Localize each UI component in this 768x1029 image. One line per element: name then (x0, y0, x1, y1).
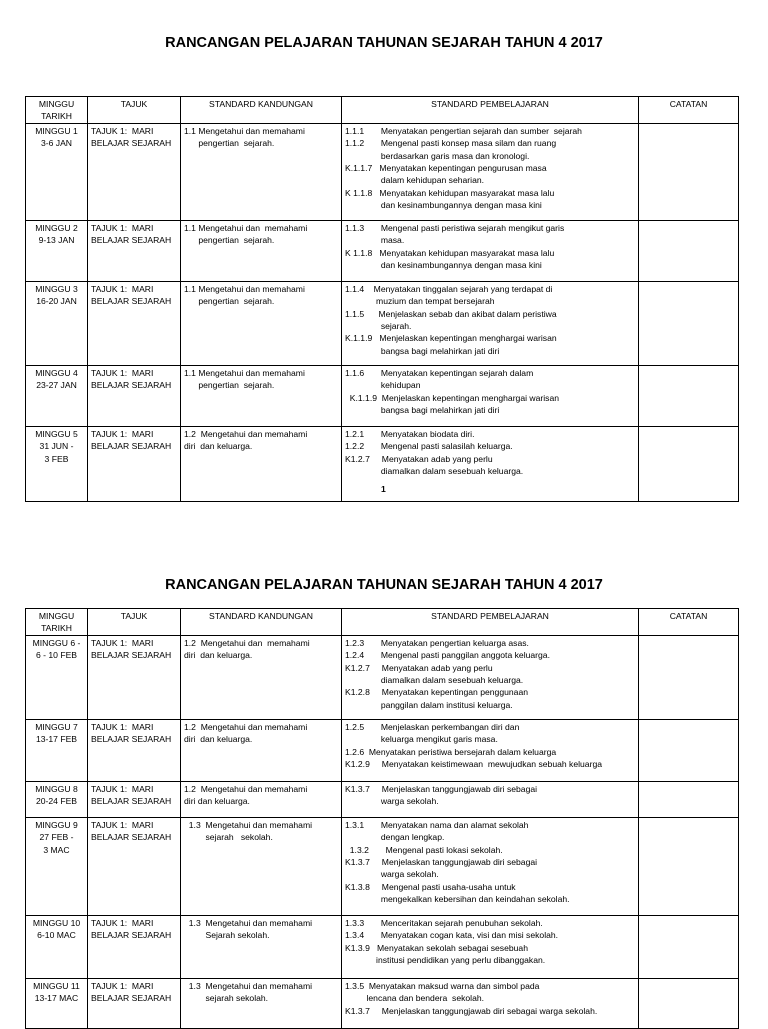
cell-text: TAJUK 1: MARI BELAJAR SEJARAH (91, 783, 172, 807)
header-label: MINGGU TARIKH (38, 611, 75, 634)
header-tajuk (88, 97, 181, 124)
catatan-cell (639, 978, 739, 1028)
minggu-cell (26, 220, 88, 281)
standard-kandungan-cell (181, 817, 342, 915)
minggu-cell (26, 978, 88, 1028)
table-row (26, 817, 739, 915)
cell-text: 1.2 Mengetahui dan memahami diri dan keluarga. (184, 428, 308, 452)
header-label: TAJUK (120, 611, 148, 621)
catatan-cell (639, 817, 739, 915)
catatan-cell (639, 781, 739, 817)
standard-kandungan-cell (181, 915, 342, 978)
cell-text: TAJUK 1: MARI BELAJAR SEJARAH (91, 980, 172, 1004)
cell-text: TAJUK 1: MARI BELAJAR SEJARAH (91, 428, 172, 452)
standard-pembelajaran-cell (342, 365, 639, 426)
page-title: RANCANGAN PELAJARAN TAHUNAN SEJARAH TAHUN 4 2017 (165, 35, 603, 51)
catatan-cell (639, 635, 739, 719)
table-row (26, 719, 739, 781)
header-catatan (639, 609, 739, 636)
tajuk-cell (88, 781, 181, 817)
standard-kandungan-cell (181, 426, 342, 501)
cell-text: TAJUK 1: MARI BELAJAR SEJARAH (91, 819, 172, 843)
header-label: MINGGU TARIKH (38, 99, 75, 122)
standard-kandungan-cell (181, 978, 342, 1028)
cell-text: TAJUK 1: MARI BELAJAR SEJARAH (91, 125, 172, 149)
cell-text: MINGGU 6 - 6 - 10 FEB (32, 637, 81, 661)
cell-text: 1.3 Mengetahui dan memahami sejarah sekolah. (188, 980, 313, 1004)
lesson-plan-table (25, 96, 739, 502)
standard-kandungan-cell (181, 123, 342, 220)
cell-text: 1.1 Mengetahui dan memahami pengertian sejarah. (184, 283, 305, 307)
header-minggu-tarikh (26, 97, 88, 124)
tajuk-cell (88, 365, 181, 426)
standard-kandungan-cell (181, 220, 342, 281)
table-row (26, 365, 739, 426)
cell-text: 1.1.3 Mengenal pasti peristiwa sejarah mengikut garis masa. K 1.1.8 Menyatakan kehidupan masyarakat masa lalu dan kesinambungannya dengan masa kini (345, 222, 565, 271)
header-standard-kandungan (181, 609, 342, 636)
standard-pembelajaran-cell (342, 635, 639, 719)
tajuk-cell (88, 220, 181, 281)
catatan-cell (639, 426, 739, 501)
cell-text: K1.3.7 Menjelaskan tanggungjawab diri sebagai warga sekolah. (345, 783, 538, 807)
cell-text: 1.1 Mengetahui dan memahami pengertian sejarah. (184, 367, 305, 391)
cell-text: TAJUK 1: MARI BELAJAR SEJARAH (91, 367, 172, 391)
header-label: STANDARD KANDUNGAN (209, 99, 313, 109)
header-standard-pembelajaran (342, 609, 639, 636)
catatan-cell (639, 281, 739, 365)
page-number: 1 (381, 484, 386, 495)
cell-text: 1.1 Mengetahui dan memahami pengertian sejarah. (184, 125, 305, 149)
header-standard-pembelajaran (342, 97, 639, 124)
standard-pembelajaran-cell (342, 426, 639, 501)
table-row (26, 426, 739, 501)
cell-text: MINGGU 7 13-17 FEB (35, 721, 78, 745)
tajuk-cell (88, 281, 181, 365)
tajuk-cell (88, 817, 181, 915)
standard-kandungan-cell (181, 719, 342, 781)
table-row (26, 978, 739, 1028)
minggu-cell (26, 817, 88, 915)
header-label: STANDARD KANDUNGAN (209, 611, 313, 621)
standard-pembelajaran-cell (342, 123, 639, 220)
header-label: STANDARD PEMBELAJARAN (431, 611, 549, 621)
tajuk-cell (88, 426, 181, 501)
standard-kandungan-cell (181, 635, 342, 719)
standard-pembelajaran-cell (342, 817, 639, 915)
tajuk-cell (88, 719, 181, 781)
standard-pembelajaran-cell (342, 915, 639, 978)
standard-kandungan-cell (181, 281, 342, 365)
header-label: TAJUK (120, 99, 148, 109)
cell-text: 1.2 Mengetahui dan memahami diri dan keluarga. (184, 637, 310, 661)
header-standard-kandungan (181, 97, 342, 124)
table-row (26, 123, 739, 220)
table-row (26, 281, 739, 365)
minggu-cell (26, 635, 88, 719)
cell-text: 1.3 Mengetahui dan memahami Sejarah sekolah. (188, 917, 313, 941)
table-header-row (26, 609, 739, 636)
table-row (26, 915, 739, 978)
cell-text: 1.3 Mengetahui dan memahami sejarah sekolah. (188, 819, 313, 843)
minggu-cell (26, 781, 88, 817)
page-title: RANCANGAN PELAJARAN TAHUNAN SEJARAH TAHUN 4 2017 (165, 577, 603, 593)
cell-text: 1.2 Mengetahui dan memahami diri dan keluarga. (184, 721, 308, 745)
minggu-cell (26, 281, 88, 365)
catatan-cell (639, 365, 739, 426)
standard-pembelajaran-cell (342, 220, 639, 281)
cell-text: 1.1 Mengetahui dan memahami pengertian sejarah. (184, 222, 308, 246)
header-label: CATATAN (669, 611, 708, 621)
tajuk-cell (88, 123, 181, 220)
cell-text: 1.3.1 Menyatakan nama dan alamat sekolah dengan lengkap. 1.3.2 Mengenal pasti lokasi sekolah. K1.3.7 Menjelaskan tanggungjawab diri sebagai warga sekolah. K1.3.8 Mengenal pasti usaha-usaha untuk mengekalkan kebersihan dan keindahan sekolah. (345, 819, 570, 905)
header-label: CATATAN (669, 99, 708, 109)
tajuk-cell (88, 915, 181, 978)
cell-text: MINGGU 10 6-10 MAC (32, 917, 81, 941)
cell-text: 1.3.5 Menyatakan maksud warna dan simbol pada lencana dan bendera sekolah. K1.3.7 Menjelaskan tanggungjawab diri sebagai warga sekolah. (345, 980, 598, 1016)
cell-text: MINGGU 11 13-17 MAC (33, 980, 80, 1004)
tajuk-cell (88, 635, 181, 719)
tajuk-cell (88, 978, 181, 1028)
cell-text: MINGGU 8 20-24 FEB (35, 783, 78, 807)
cell-text: 1.2.3 Menyatakan pengertian keluarga asas. 1.2.4 Mengenal pasti panggilan anggota keluarga. K1.2.7 Menyatakan adab yang perlu diamalkan dalam sesebuah keluarga. K1.2.8 Menyatakan kepentingan penggunaan panggilan dalam institusi keluarga. (345, 637, 550, 710)
standard-pembelajaran-cell (342, 719, 639, 781)
lesson-plan-table (25, 608, 739, 1029)
cell-text: MINGGU 5 31 JUN - 3 FEB (35, 428, 78, 464)
cell-text: TAJUK 1: MARI BELAJAR SEJARAH (91, 917, 172, 941)
minggu-cell (26, 123, 88, 220)
table-header-row (26, 97, 739, 124)
standard-pembelajaran-cell (342, 781, 639, 817)
header-catatan (639, 97, 739, 124)
catatan-cell (639, 220, 739, 281)
cell-text: 1.2.1 Menyatakan biodata diri. 1.2.2 Mengenal pasti salasilah keluarga. K1.2.7 Menyatakan adab yang perlu diamalkan dalam sesebuah keluarga. (345, 428, 524, 477)
minggu-cell (26, 426, 88, 501)
cell-text: TAJUK 1: MARI BELAJAR SEJARAH (91, 283, 172, 307)
cell-text: MINGGU 9 27 FEB - 3 MAC (35, 819, 78, 855)
cell-text: 1.3.3 Menceritakan sejarah penubuhan sekolah. 1.3.4 Menyatakan cogan kata, visi dan misi sekolah. K1.3.9 Menyatakan sekolah sebagai sesebuah institusi pendidikan yang perlu dibanggakan. (345, 917, 559, 966)
minggu-cell (26, 915, 88, 978)
cell-text: MINGGU 2 9-13 JAN (35, 222, 78, 246)
catatan-cell (639, 123, 739, 220)
standard-kandungan-cell (181, 365, 342, 426)
header-tajuk (88, 609, 181, 636)
cell-text: 1.2.5 Menjelaskan perkembangan diri dan keluarga mengikut garis masa. 1.2.6 Menyatakan peristiwa bersejarah dalam keluarga K1.2.9 Menyatakan keistimewaan mewujudkan sebuah keluarga (345, 721, 603, 770)
standard-pembelajaran-cell (342, 978, 639, 1028)
table-row (26, 635, 739, 719)
cell-text: MINGGU 1 3-6 JAN (35, 125, 78, 149)
cell-text: TAJUK 1: MARI BELAJAR SEJARAH (91, 721, 172, 745)
header-label: STANDARD PEMBELAJARAN (431, 99, 549, 109)
table-row (26, 220, 739, 281)
cell-text: MINGGU 3 16-20 JAN (35, 283, 78, 307)
cell-text: 1.1.1 Menyatakan pengertian sejarah dan sumber sejarah 1.1.2 Mengenal pasti konsep masa silam dan ruang berdasarkan garis masa dan kronologi. K.1.1.7 Menyatakan kepentingan pengurusan masa dalam kehidupan seharian. K 1.1.8 Menyatakan kehidupan masyarakat masa lalu dan kesinambungannya dengan masa kini (345, 125, 582, 211)
cell-text: 1.2 Mengetahui dan memahami diri dan keluarga. (184, 783, 308, 807)
cell-text: 1.1.4 Menyatakan tinggalan sejarah yang terdapat di muzium dan tempat bersejarah 1.1.5 Menjelaskan sebab dan akibat dalam peristiwa sejarah. K.1.1.9 Menjelaskan kepentingan menghargai warisan bangsa bagi melahirkan jati diri (345, 283, 557, 356)
cell-text: 1.1.6 Menyatakan kepentingan sejarah dalam kehidupan K.1.1.9 Menjelaskan kepentingan menghargai warisan bangsa bagi melahirkan jati diri (345, 367, 560, 416)
table-row (26, 781, 739, 817)
minggu-cell (26, 365, 88, 426)
minggu-cell (26, 719, 88, 781)
cell-text: MINGGU 4 23-27 JAN (35, 367, 78, 391)
standard-pembelajaran-cell (342, 281, 639, 365)
catatan-cell (639, 719, 739, 781)
standard-kandungan-cell (181, 781, 342, 817)
cell-text: TAJUK 1: MARI BELAJAR SEJARAH (91, 637, 172, 661)
catatan-cell (639, 915, 739, 978)
header-minggu-tarikh (26, 609, 88, 636)
cell-text: TAJUK 1: MARI BELAJAR SEJARAH (91, 222, 172, 246)
